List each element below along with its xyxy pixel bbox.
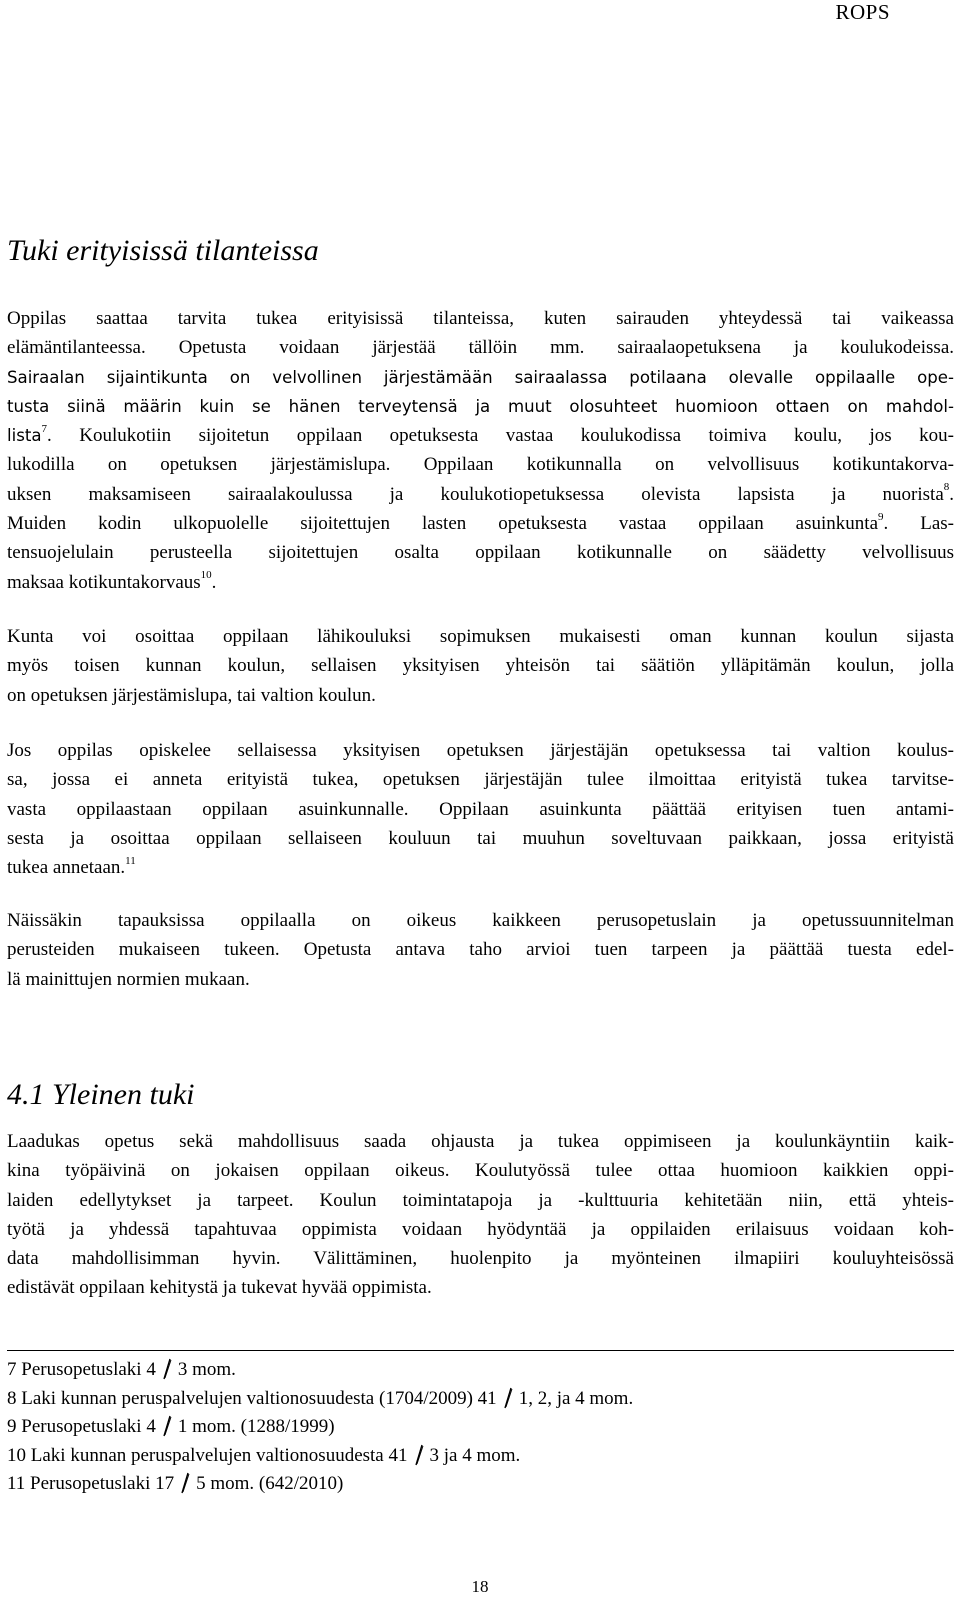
text-fragment: . bbox=[949, 483, 954, 505]
footnote-item bbox=[7, 1470, 633, 1499]
text-line: tensuojelulain perusteella sijoitettujen osalta oppilaan kotikunnalle on säädetty velvollisuus bbox=[7, 542, 954, 564]
footnote-text: 7 Perusopetuslaki 4 bbox=[7, 1359, 156, 1380]
text-fragment: . bbox=[211, 571, 217, 593]
paragraph-nearby-school bbox=[7, 622, 954, 710]
text-line bbox=[7, 421, 954, 450]
footnote-text: 5 mom. (642/2010) bbox=[196, 1473, 344, 1495]
text-line: laiden edellytykset ja tarpeet. Koulun toimintatapoja ja -kulttuuria kehitetään niin, että yhteis- bbox=[7, 1189, 954, 1211]
footnote-text: 3 mom. bbox=[177, 1359, 236, 1380]
paragraph-right-to-support bbox=[7, 906, 954, 994]
paragraph-special-situations bbox=[7, 304, 954, 597]
section-sign-icon bbox=[162, 1415, 172, 1437]
footnote-item bbox=[7, 1442, 633, 1471]
section-sign-icon bbox=[414, 1444, 424, 1466]
footnote-text: 1, 2, ja 4 mom. bbox=[518, 1387, 634, 1409]
text-line bbox=[7, 509, 954, 538]
footnote-item bbox=[7, 1356, 633, 1385]
text-line bbox=[7, 568, 954, 597]
section-sign-icon bbox=[180, 1472, 190, 1494]
section-sign-icon bbox=[503, 1387, 513, 1409]
text-line: myös toisen kunnan koulun, sellaisen yksityisen yhteisön tai säätiön ylläpitämän koulun, jolla bbox=[7, 655, 954, 677]
text-line: elämäntilanteessa. Opetusta voidaan järjestää tällöin mm. sairaalaopetuksena ja koulukodeissa. bbox=[7, 337, 954, 359]
text-line: lukodilla on opetuksen järjestämislupa. Oppilaan kotikunnalla on velvollisuus kotikuntakorva- bbox=[7, 454, 954, 476]
text-line: sesta ja osoittaa oppilaan sellaiseen kouluun tai muuhun soveltuvaan paikkaan, jossa erityistä bbox=[7, 827, 954, 849]
text-fragment: uksen maksamiseen sairaalakoulussa ja koulukotiopetuksessa olevista lapsista ja nuorista bbox=[7, 483, 944, 505]
footnote-item bbox=[7, 1385, 633, 1414]
footnote-list bbox=[7, 1356, 633, 1499]
section-heading: 4.1 Yleinen tuki bbox=[7, 1078, 195, 1111]
text-line: Oppilas saattaa tarvita tukea erityisissä tilanteissa, kuten sairauden yhteydessä tai vaikeassa bbox=[7, 308, 954, 329]
paragraph-general-support bbox=[7, 1127, 954, 1303]
text-line: Kunta voi osoittaa oppilaan lähikouluksi sopimuksen mukaisesti oman kunnan koulun sijasta bbox=[7, 626, 954, 647]
footnote-text: 3 ja 4 mom. bbox=[429, 1444, 521, 1466]
text-line: Näissäkin tapauksissa oppilaalla on oikeus kaikkeen perusopetuslain ja opetussuunnitelman bbox=[7, 910, 954, 931]
text-line: lä mainittujen normien mukaan. bbox=[7, 968, 250, 990]
text-line: Sairaalan sijaintikunta on velvollinen järjestämään sairaalassa potilaana olevalle oppilaalle ope- bbox=[7, 367, 954, 387]
page-number: 18 bbox=[471, 1577, 489, 1596]
footnote-text: 9 Perusopetuslaki 4 bbox=[7, 1416, 156, 1438]
text-line: sa, jossa ei anneta erityistä tukea, opetuksen järjestäjän tulee ilmoittaa erityistä tukea tarvitse- bbox=[7, 769, 954, 791]
footnote-text: 1 mom. (1288/1999) bbox=[177, 1416, 335, 1438]
text-fragment: tukea annetaan. bbox=[7, 857, 126, 879]
text-line bbox=[7, 480, 954, 509]
footnote-text: 10 Laki kunnan peruspalvelujen valtionosuudesta 41 bbox=[7, 1444, 408, 1466]
paragraph-private-provider bbox=[7, 736, 954, 882]
section-heading: Tuki erityisissä tilanteissa bbox=[7, 234, 319, 267]
text-line: Laadukas opetus sekä mahdollisuus saada ohjausta ja tukea oppimiseen ja koulunkäyntiin kaik- bbox=[7, 1131, 954, 1152]
text-line: on opetuksen järjestämislupa, tai valtion koulun. bbox=[7, 684, 376, 706]
text-fragment: Muiden kodin ulkopuolelle sijoitettujen lasten opetuksesta vastaa oppilaan asuinkunta bbox=[7, 513, 879, 535]
footnote-text: 11 Perusopetuslaki 17 bbox=[7, 1473, 175, 1495]
footnote-ref: 11 bbox=[125, 854, 136, 867]
footnote-ref: 7 bbox=[41, 422, 48, 435]
footnote-ref: 8 bbox=[943, 481, 950, 494]
footnote-text: 8 Laki kunnan peruspalvelujen valtionosuudesta (1704/2009) 41 bbox=[7, 1387, 497, 1409]
section-sign-icon bbox=[162, 1358, 172, 1380]
text-line: perusteiden mukaiseen tukeen. Opetusta antava taho arvioi tuen tarpeen ja päättää tuesta edel- bbox=[7, 939, 954, 961]
text-fragment: . Las- bbox=[883, 513, 954, 535]
footnote-ref: 9 bbox=[878, 510, 884, 523]
text-line: Jos oppilas opiskelee sellaisessa yksityisen opetuksen järjestäjän opetuksessa tai valtion koulus- bbox=[7, 740, 954, 761]
text-line bbox=[7, 853, 954, 882]
text-line: vasta oppilaastaan oppilaan asuinkunnalle. Oppilaan asuinkunta päättää erityisen tuen antami- bbox=[7, 798, 954, 820]
text-fragment: . Koulukotiin sijoitetun oppilaan opetuksesta vastaa koulukodissa toimiva koulu, jos kou- bbox=[47, 425, 954, 447]
running-header: ROPS bbox=[835, 0, 890, 24]
footnote-ref: 10 bbox=[200, 569, 212, 582]
text-fragment: lista bbox=[7, 426, 42, 446]
text-line: tusta siinä määrin kuin se hänen terveytensä ja muut olosuhteet huomioon ottaen on mahdol- bbox=[7, 396, 954, 416]
text-line: data mahdollisimman hyvin. Välittäminen, huolenpito ja myönteinen ilmapiiri kouluyhteisössä bbox=[7, 1248, 954, 1270]
text-line: työtä ja yhdessä tapahtuvaa oppimista voidaan hyödyntää ja oppilaiden erilaisuus voidaan koh- bbox=[7, 1218, 954, 1240]
text-line: kina työpäivinä on jokaisen oppilaan oikeus. Koulutyössä tulee ottaa huomioon kaikkien oppi- bbox=[7, 1160, 954, 1182]
footnote-item bbox=[7, 1413, 633, 1442]
footnote-divider bbox=[7, 1350, 954, 1351]
text-fragment: maksaa kotikuntakorvaus bbox=[7, 571, 201, 593]
text-line: edistävät oppilaan kehitystä ja tukevat hyvää oppimista. bbox=[7, 1277, 432, 1299]
